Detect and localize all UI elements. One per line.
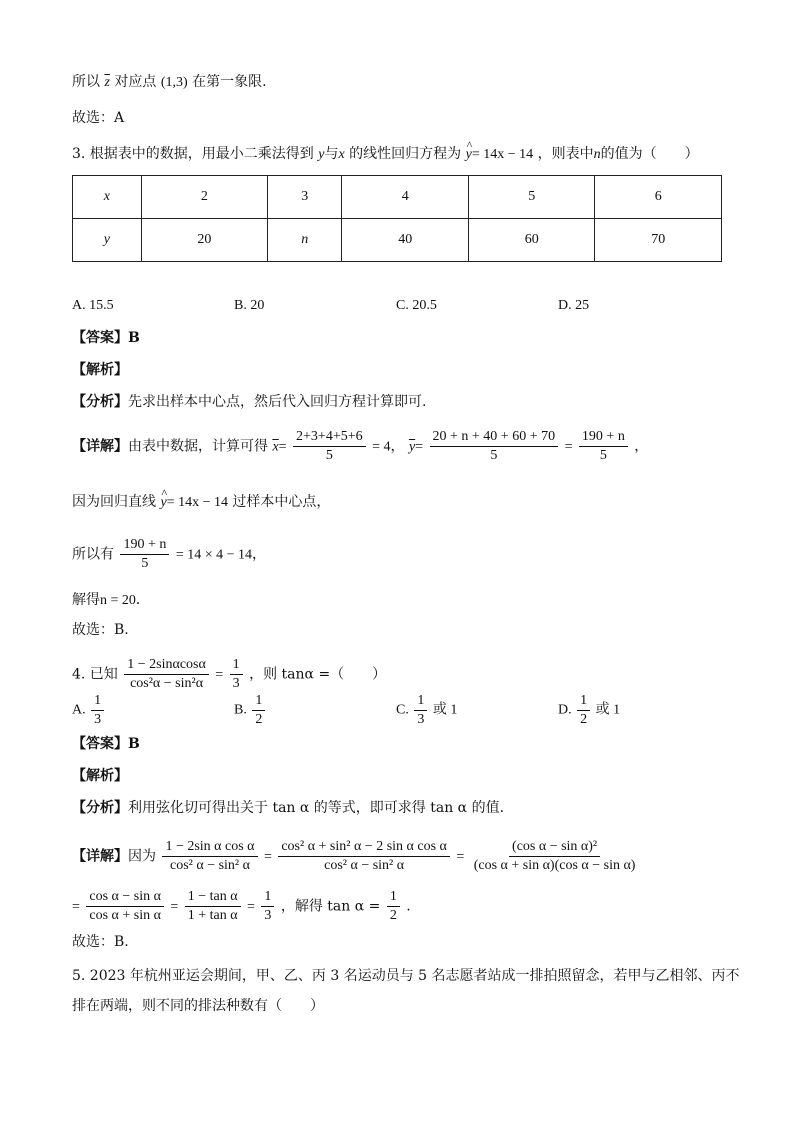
q2-conclusion: 所以 $\overline{z}$ 对应点 (1,3) 在第一象限.: [72, 74, 267, 90]
q3-option-b: B. 20: [234, 298, 265, 313]
table-row: [73, 219, 722, 262]
q3-choose: 故选：B.: [72, 622, 129, 638]
table-cell: 4: [342, 176, 468, 219]
q5-stem-line2: 排在两端，则不同的排法种数有（ ）: [72, 998, 324, 1014]
q4-answer: 【答案】B: [72, 736, 140, 752]
q3-stem: 3. 根据表中的数据，用最小二乘法得到 y与x 的线性回归方程为 y ^= 14x − 14 ，则表中n的值为（ ）: [72, 144, 699, 165]
q4-option-a: A. $\frac{1}{3}$: [72, 692, 106, 729]
table-cell: x: [73, 176, 142, 219]
q3-option-d: D. 25: [558, 298, 590, 313]
q3-option-a: A. 15.5: [72, 298, 114, 313]
q4-detail-cont: = $\frac{\text{cos α − sin α}}{\text{cos α + sin α}}$ = $\frac{\text{1 − tan α}}{\text{1 + tan α}}$ = $\frac{1}{3}$ ，解得 tan α = $\frac{1}{2}$ .: [72, 889, 411, 923]
table-cell: 60: [468, 219, 594, 262]
table-cell: 3: [268, 176, 342, 219]
q4-option-c: C. $\frac{1}{3}$ 或 1: [396, 693, 458, 727]
table-cell: y: [73, 219, 142, 262]
table-cell: 6: [595, 176, 722, 219]
table-cell: 20: [141, 219, 267, 262]
table-cell: 40: [342, 219, 468, 262]
q4-option-d: D. $\frac{1}{2}$ 或 1: [558, 693, 621, 727]
q3-line-because: 因为回归直线 y ^= 14x − 14 过样本中心点，: [72, 492, 330, 513]
q3-detail: 【详解】由表中数据，计算可得 $\overline{x}=$ $\frac{2+3+4+5+6}{5}$ = 4， $\overline{y}=$ $\frac{20 + n + 40 + 60 + 70}{5}$ = $\frac{190 + n}{5}$ ，: [72, 429, 649, 463]
table-cell: 70: [595, 219, 722, 262]
q3-so-have: 所以有 $\frac{190 + n}{5}$ = 14 × 4 − 14，: [72, 537, 266, 571]
q5-stem-line1: 5. 2023 年杭州亚运会期间，甲、乙、丙 3 名运动员与 5 名志愿者站成一排拍照留念，若甲与乙相邻、丙不: [72, 968, 740, 984]
q3-option-c: C. 20.5: [396, 298, 437, 313]
q3-data-table: [72, 175, 722, 262]
table-cell: 5: [468, 176, 594, 219]
q4-analysis-tag: 【解析】: [72, 768, 128, 784]
q2-choose: 故选：A: [72, 110, 125, 126]
q3-fenxi: 【分析】先求出样本中心点，然后代入回归方程计算即可.: [72, 394, 427, 410]
q3-answer: 【答案】B: [72, 330, 140, 346]
q3-solve: 解得n = 20．: [72, 592, 150, 608]
table-cell: n: [268, 219, 342, 262]
q4-detail: 【详解】因为 $\frac{\text{1 − 2sin α cos α}}{\text{cos² α − sin² α}}$ = $\frac{\text{cos² α + sin² α − 2 sin α cos α}}{\text{cos² α − sin² α}}$ = $\frac{\text{(cos α − sin α)²}}{\text{(cos α + sin α)(cos α − sin α)}}$: [72, 839, 636, 873]
table-row: [73, 176, 722, 219]
q4-stem: 4. 已知 $\frac{1 - 2\sin\alpha\cos\alpha}{\text{cos²α − sin²α}}$ = $\frac{1}{3}$ ，则 tanα =（ ）: [72, 657, 387, 691]
q4-choose: 故选：B.: [72, 934, 129, 950]
q4-fenxi: 【分析】利用弦化切可得出关于 tan α 的等式，即可求得 tan α 的值.: [72, 800, 505, 816]
table-cell: 2: [141, 176, 267, 219]
q4-option-b: B. $\frac{1}{2}$: [234, 692, 267, 729]
q3-analysis-tag: 【解析】: [72, 362, 128, 378]
